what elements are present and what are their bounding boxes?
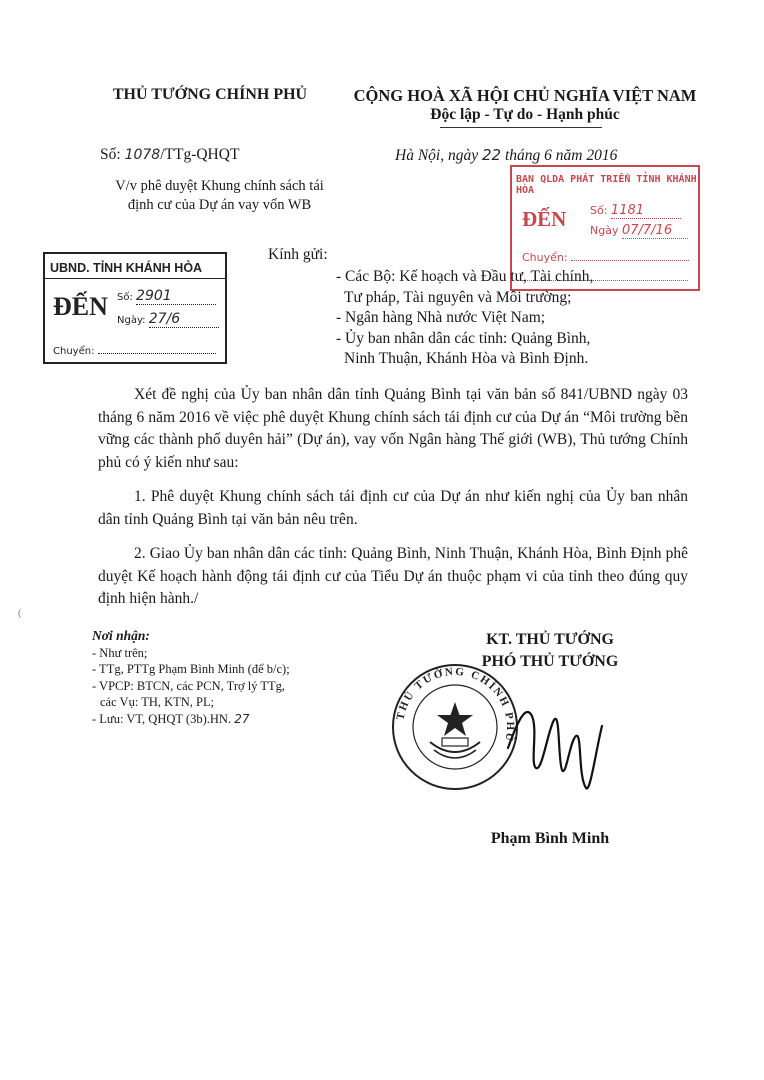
doc-number-label: Số: [100, 146, 121, 163]
stamp-black-number-row [117, 288, 216, 305]
distribution-title: Nơi nhận: [92, 628, 150, 643]
distribution-last-line [92, 711, 352, 728]
distribution-line: - VPCP: BTCN, các PCN, Trợ lý TTg, [92, 678, 285, 693]
distribution-line: các Vụ: TH, KTN, PL; [100, 695, 215, 709]
body-paragraph-2: 1. Phê duyệt Khung chính sách tái định cư của Dự án như kiến nghị của Ủy ban nhân dân tỉnh Quảng Bình tại văn bản nêu trên. [98, 488, 688, 528]
recipients-list [336, 267, 676, 370]
stamp-red-date-handwritten: 07/7/16 [621, 223, 673, 238]
recipient-line: - Ủy ban nhân dân các tỉnh: Quảng Bình, [336, 329, 591, 347]
stamp-red-number-label: Số: [590, 204, 608, 217]
doc-number-handwritten: 1078 [124, 147, 161, 163]
recipient-line: Ninh Thuận, Khánh Hòa và Bình Định. [344, 350, 589, 367]
subject-line-1: V/v phê duyệt Khung chính sách tái [115, 178, 324, 194]
stamp-black-transfer-label: Chuyển: [53, 346, 95, 357]
subject-line-2: định cư của Dự án vay vốn WB [127, 197, 312, 213]
signature-title-line-2: PHÓ THỦ TƯỚNG [481, 653, 619, 670]
place-and-date [395, 146, 617, 165]
stamp-red-date-label: Ngày [590, 224, 619, 237]
stamp-black-den: ĐẾN [53, 292, 108, 321]
day-handwritten: 22 [481, 146, 502, 164]
stamp-red-transfer-label: Chuyển: [522, 251, 568, 264]
signature-title-line-1: KT. THỦ TƯỚNG [486, 631, 614, 648]
distribution-line: - TTg, PTTg Phạm Bình Minh (để b/c); [92, 662, 290, 676]
recipient-line: Tư pháp, Tài nguyên và Môi trường; [344, 288, 572, 306]
distribution-line: - Như trên; [92, 645, 148, 660]
recipients-label: Kính gửi: [268, 246, 328, 263]
body-paragraph-1: Xét đề nghị của Ủy ban nhân dân tỉnh Quảng Bình tại văn bản số 841/UBND ngày 03 tháng 6 năm 2016 về việc phê duyệt Khung chính sách tái định cư của Dự án “Môi trường bền vững các thành phố duyên hải” (Dự án), vay vốn Ngân hàng Thế giới (WB), Thủ tướng Chính phủ có ý kiến như sau: [98, 386, 688, 471]
punch-hole-mark: ( [18, 608, 22, 619]
stamp-black-date-handwritten: 27/6 [148, 311, 181, 327]
motto-underline [440, 127, 602, 128]
stamp-red-date-row [590, 223, 688, 239]
stamp-black-org: UBND. TỈNH KHÁNH HÒA [50, 261, 203, 275]
stamp-red-transfer-row [522, 251, 689, 264]
document-number [100, 146, 239, 164]
stamp-black-number-label: Số: [117, 292, 133, 303]
stamp-red-org: BAN QLDA PHÁT TRIỂN TỈNH KHÁNH HÒA [516, 174, 697, 196]
archive-note: - Lưu: VT, QHQT (3b).HN. [92, 711, 232, 726]
stamp-black-transfer-row [53, 346, 216, 357]
svg-text:THỦ TƯỚNG CHÍNH PHỦ: THỦ TƯỚNG CHÍNH PHỦ [394, 665, 517, 744]
issuing-authority: THỦ TƯỚNG CHÍNH PHỦ [112, 86, 308, 103]
incoming-stamp-black [43, 252, 227, 364]
handwritten-signature [500, 690, 620, 800]
document-body [98, 384, 688, 623]
stamp-black-date-row [117, 311, 219, 328]
stamp-red-number-handwritten: 1181 [610, 203, 645, 218]
stamp-black-date-label: Ngày: [117, 315, 146, 326]
recipient-line: - Các Bộ: Kế hoạch và Đầu tư, Tài chính, [336, 268, 594, 285]
national-motto: Độc lập - Tự do - Hạnh phúc [430, 106, 620, 123]
archive-note-handwritten: 27 [234, 711, 250, 726]
doc-number-suffix: /TTg-QHQT [160, 146, 240, 163]
body-paragraph-3: 2. Giao Ủy ban nhân dân các tỉnh: Quảng Bình, Ninh Thuận, Khánh Hòa, Bình Định phê duyệt Kế hoạch hành động tái định cư của Tiểu Dự án thuộc phạm vi của tỉnh theo đúng quy định hiện hành./ [98, 545, 688, 607]
stamp-red-den: ĐẾN [522, 207, 567, 231]
distribution-list [92, 628, 352, 727]
stamp-black-number-handwritten: 2901 [136, 288, 172, 304]
month-year: tháng 6 năm 2016 [504, 147, 618, 164]
recipient-line: - Ngân hàng Nhà nước Việt Nam; [336, 309, 546, 326]
place-date-prefix: Hà Nội, ngày [395, 147, 479, 164]
signer-name: Phạm Bình Minh [490, 830, 610, 847]
stamp-red-number-row [590, 203, 681, 219]
document-subject [92, 177, 347, 215]
national-title: CỘNG HOÀ XÃ HỘI CHỦ NGHĨA VIỆT NAM [353, 86, 697, 105]
